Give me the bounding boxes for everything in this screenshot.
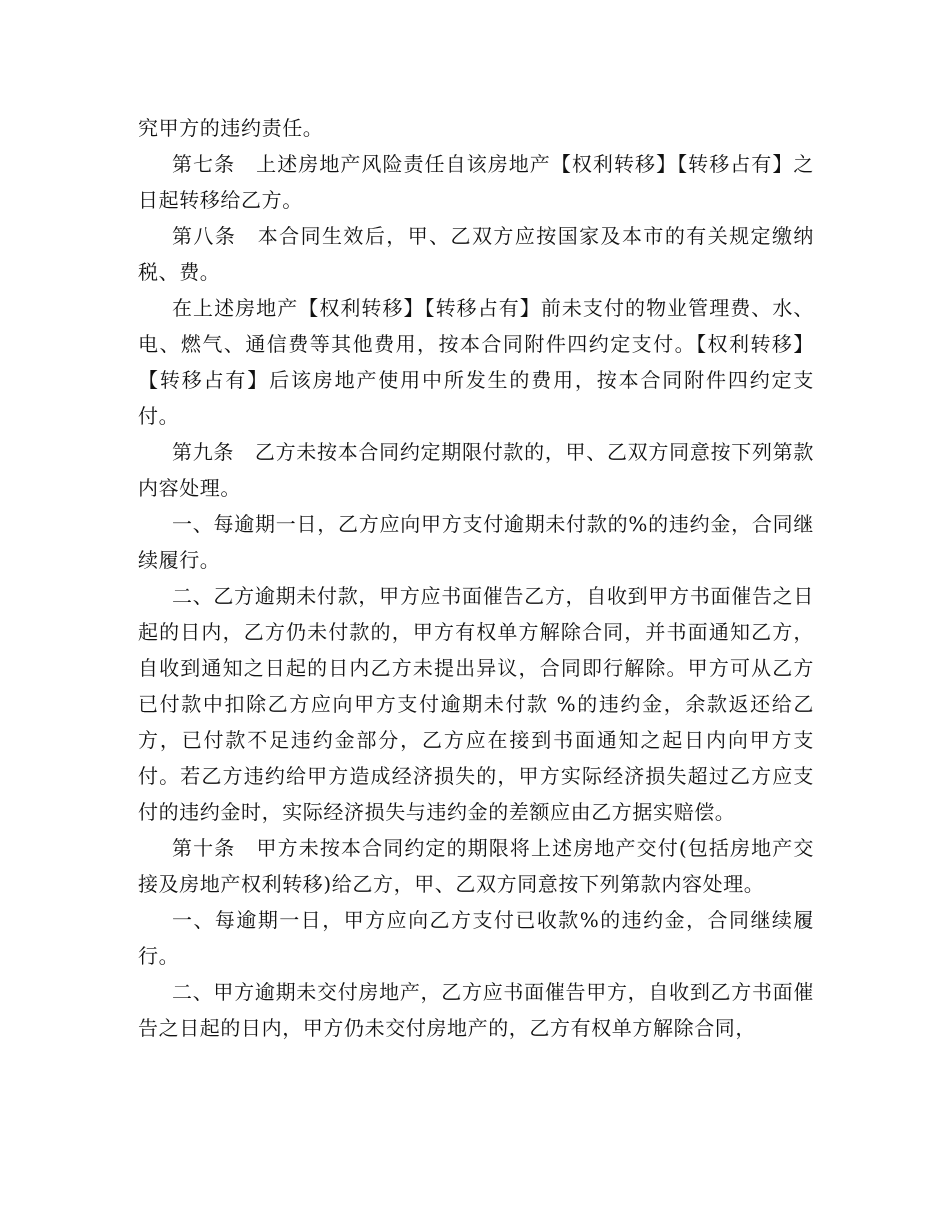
paragraph-article-10: 第十条 甲方未按本合同约定的期限将上述房地产交付(包括房地产交接及房地产权利转移)给乙方，甲、乙双方同意按下列第款内容处理。 <box>138 836 814 896</box>
paragraph-article-9-item-1: 一、每逾期一日，乙方应向甲方支付逾期未付款的%的违约金，合同继续履行。 <box>138 512 814 572</box>
paragraph-article-9-item-2: 二、乙方逾期未付款，甲方应书面催告乙方，自收到甲方书面催告之日起的日内，乙方仍未付款的，甲方有权单方解除合同，并书面通知乙方，自收到通知之日起的日内乙方未提出异议，合同即行解除。甲方可从乙方已付款中扣除乙方应向甲方支付逾期未付款 %的违约金，余款返还给乙方，已付款不足违约金部分，乙方应在接到书面通知之起日内向甲方支付。若乙方违约给甲方造成经济损失的，甲方实际经济损失超过乙方应支付的违约金时，实际经济损失与违约金的差额应由乙方据实赔偿。 <box>138 584 814 824</box>
paragraph-continuation: 究甲方的违约责任。 <box>138 116 324 140</box>
paragraph-article-8-fees: 在上述房地产【权利转移】【转移占有】前未支付的物业管理费、水、电、燃气、通信费等其他费用，按本合同附件四约定支付。【权利转移】【转移占有】后该房地产使用中所发生的费用，按本合同附件四约定支付。 <box>138 296 814 428</box>
paragraph-article-10-item-1: 一、每逾期一日，甲方应向乙方支付已收款%的违约金，合同继续履行。 <box>138 908 814 968</box>
paragraph-article-10-item-2: 二、甲方逾期未交付房地产，乙方应书面催告甲方，自收到乙方书面催告之日起的日内，甲方仍未交付房地产的，乙方有权单方解除合同， <box>138 980 814 1040</box>
document-page <box>138 110 814 1046</box>
paragraph-article-7: 第七条 上述房地产风险责任自该房地产【权利转移】【转移占有】之日起转移给乙方。 <box>138 152 814 212</box>
paragraph-article-9: 第九条 乙方未按本合同约定期限付款的，甲、乙双方同意按下列第款内容处理。 <box>138 440 814 500</box>
paragraph-article-8: 第八条 本合同生效后，甲、乙双方应按国家及本市的有关规定缴纳税、费。 <box>138 224 814 284</box>
